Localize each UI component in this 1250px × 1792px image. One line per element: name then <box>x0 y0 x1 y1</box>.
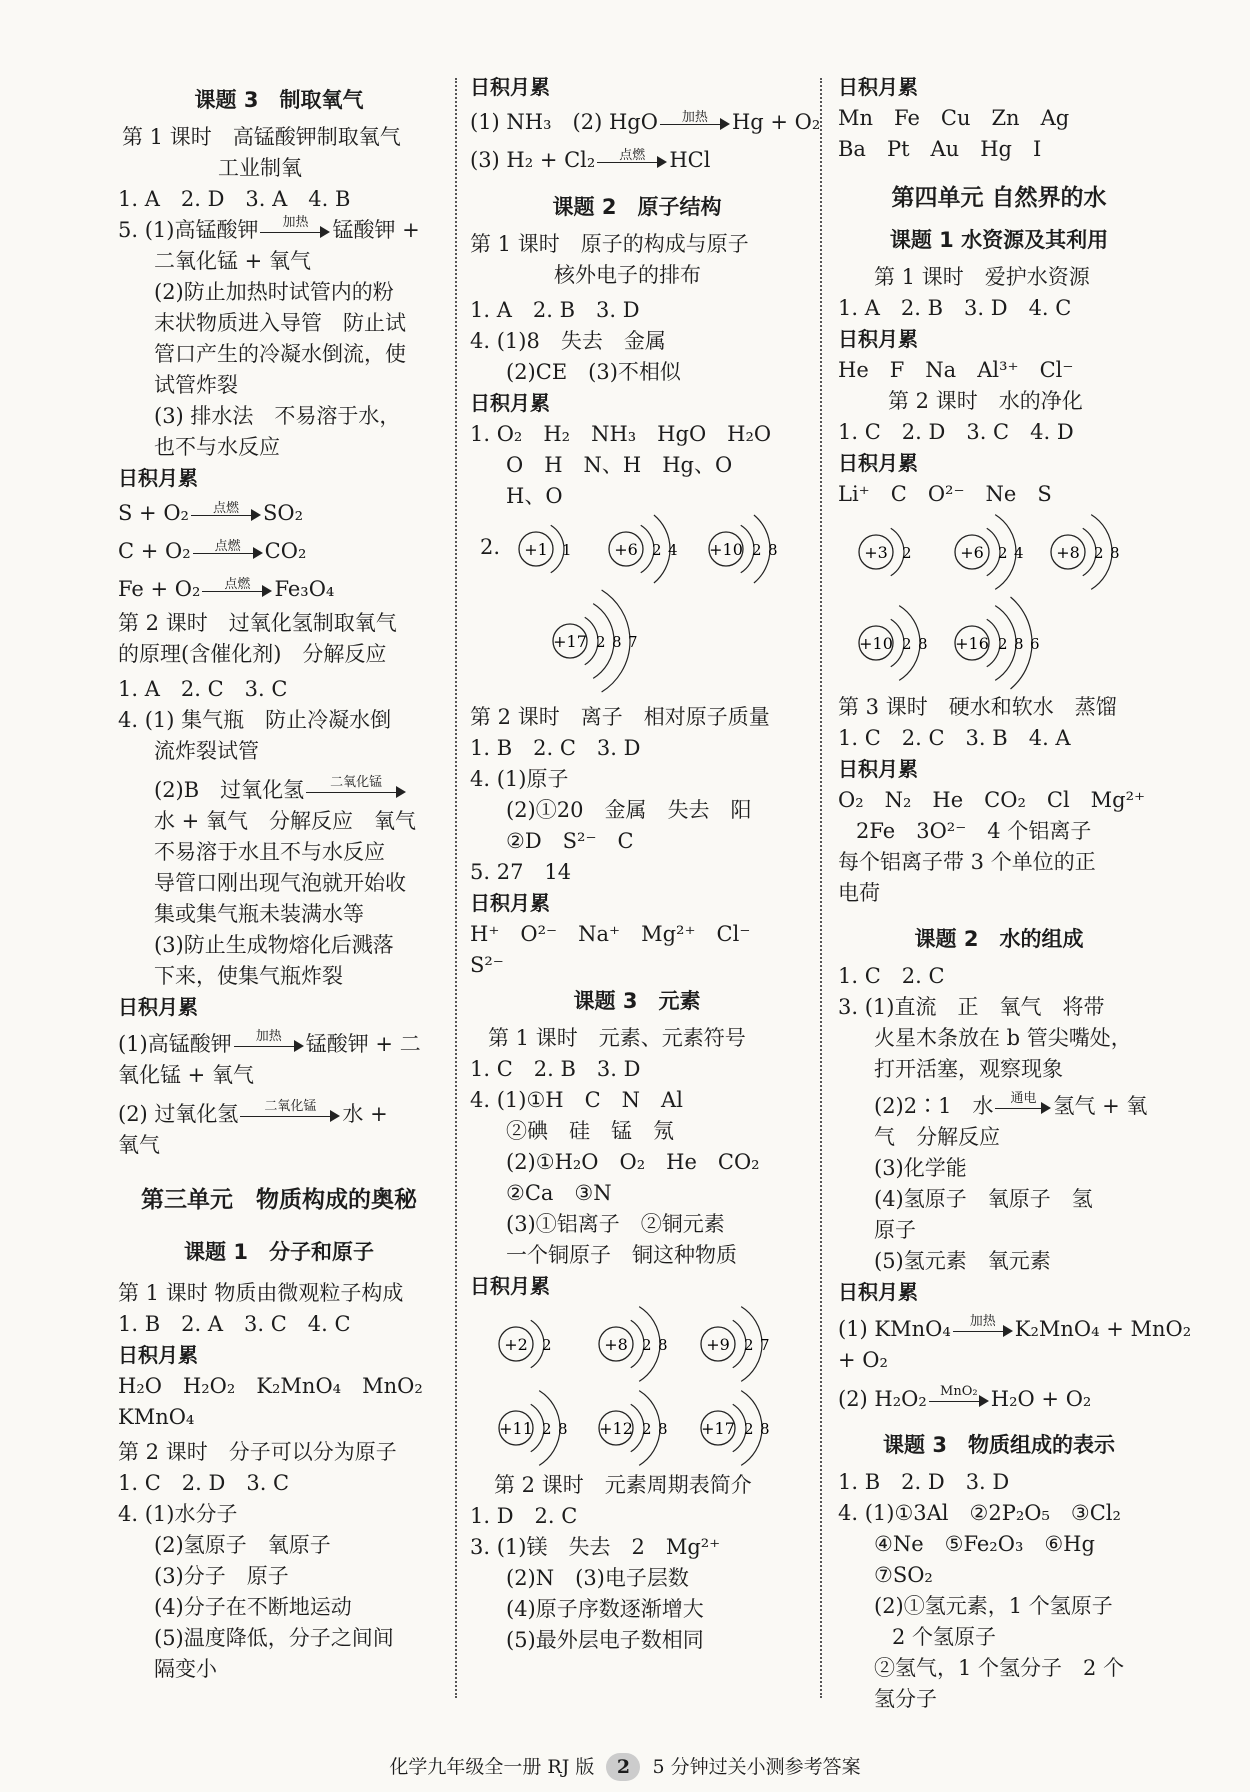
answer-line: ④Ne ⑤Fe₂O₃ ⑥Hg <box>874 1532 1095 1556</box>
answer-line: (3)①铝离子 ②铜元素 <box>506 1212 725 1236</box>
electron-count: 6 <box>1030 635 1040 653</box>
answer-line: (1)高锰酸钾 加热 锰酸钾 + 二 <box>118 1028 421 1056</box>
electron-count: 8 <box>658 1420 668 1438</box>
atom-diagram <box>599 1391 668 1466</box>
electron-count: 8 <box>918 635 928 653</box>
electron-count: 2 <box>744 1420 754 1438</box>
lesson-title: 第 2 课时 水的净化 <box>888 389 1083 413</box>
answer-line: 1. D 2. C <box>470 1504 578 1528</box>
section-label: 日积月累 <box>838 757 918 781</box>
answer-line: 1. C 2. C 3. B 4. A <box>838 726 1071 750</box>
column-3 <box>838 72 1192 1715</box>
footer-section: 5 分钟过关小测参考答案 <box>652 1756 861 1778</box>
answer-line: 4. (1)①H C N Al <box>470 1088 683 1112</box>
answer-line: 3. (1)镁 失去 2 Mg²⁺ <box>470 1535 721 1559</box>
answer-line: 4. (1)水分子 <box>118 1502 238 1526</box>
answer-line: 5. 27 14 <box>470 860 572 884</box>
lesson-title: 第 3 课时 硬水和软水 蒸馏 <box>838 695 1117 719</box>
page-footer <box>0 1752 1250 1781</box>
answer-line: + O₂ <box>838 1348 888 1372</box>
answer-line: (2)2∶1 水 通电 氢气 + 氧 <box>874 1090 1148 1118</box>
answer-line: 试管炸裂 <box>154 373 238 397</box>
answer-line: (1) NH₃ (2) HgO 加热 Hg + O₂ <box>470 109 821 134</box>
section-label: 日积月累 <box>838 327 918 351</box>
answer-line: 打开活塞，观察现象 <box>874 1057 1063 1081</box>
lesson-title: 第 1 课时 高锰酸钾制取氧气 <box>122 125 401 149</box>
atom-diagram <box>609 515 678 583</box>
page-number: 2 <box>606 1753 640 1781</box>
answer-line: 也不与水反应 <box>154 435 280 459</box>
answer-line: 氢分子 <box>874 1687 937 1711</box>
nuclear-charge: +17 <box>701 1419 735 1438</box>
electron-count: 8 <box>760 1420 770 1438</box>
nuclear-charge: +12 <box>599 1419 633 1438</box>
electron-count: 2 <box>752 541 762 559</box>
answer-line: 原子 <box>874 1218 916 1242</box>
reaction-arrow: 加热 <box>260 221 330 243</box>
answer-line: H、O <box>506 484 563 508</box>
answer-line: 不易溶于水且不与水反应 <box>154 840 385 864</box>
answer-line: 1. A 2. C 3. C <box>118 677 288 701</box>
answer-line: S²⁻ <box>470 953 504 977</box>
atom-diagram-row <box>470 512 804 586</box>
nuclear-charge: +9 <box>706 1335 730 1354</box>
answer-line: (2)N (3)电子层数 <box>506 1566 689 1590</box>
answer-line: 电荷 <box>838 881 880 905</box>
answer-line: (4)氢原子 氧原子 氢 <box>874 1187 1093 1211</box>
section-title: 课题 1 分子和原子 <box>184 1240 374 1264</box>
atom-diagram <box>1051 515 1120 590</box>
section-label: 日积月累 <box>118 466 198 490</box>
answer-line: 1. C 2. D 3. C <box>118 1471 290 1495</box>
answer-line: 氧化锰 + 氧气 <box>118 1063 254 1087</box>
electron-count: 2 <box>998 635 1008 653</box>
electron-count: 8 <box>1014 635 1024 653</box>
column-2 <box>470 72 821 1656</box>
answer-line: 1. C 2. B 3. D <box>470 1057 641 1081</box>
answer-line: (3)分子 原子 <box>154 1564 289 1588</box>
section-label: 日积月累 <box>470 891 550 915</box>
answer-line: 气 分解反应 <box>874 1125 1000 1149</box>
atom-row <box>470 512 804 586</box>
answer-line: O H N、H Hg、O <box>506 453 733 477</box>
electron-count: 2 <box>542 1336 552 1354</box>
question-number: 2. <box>480 535 501 559</box>
atom-diagram-row <box>470 1386 804 1470</box>
footer-book-title: 化学九年级全一册 RJ 版 <box>389 1756 595 1778</box>
atom-diagram <box>519 525 572 573</box>
section-label: 日积月累 <box>470 75 550 99</box>
section-title: 课题 3 物质组成的表示 <box>883 1433 1115 1457</box>
answer-line: Mn Fe Cu Zn Ag <box>838 106 1070 130</box>
electron-count: 2 <box>902 544 912 562</box>
lesson-title: 第 2 课时 过氧化氢制取氧气 <box>118 611 397 635</box>
answer-line: 3. (1)直流 正 氧气 将带 <box>838 995 1105 1019</box>
unit-title: 第四单元 自然界的水 <box>891 185 1107 211</box>
lesson-title: 第 1 课时 爱护水资源 <box>874 265 1090 289</box>
atom-diagram <box>499 1391 568 1466</box>
answer-line: H₂O H₂O₂ K₂MnO₄ MnO₂ <box>118 1374 423 1398</box>
unit-title: 第三单元 物质构成的奥秘 <box>141 1187 417 1213</box>
answer-line: (2)氢原子 氧原子 <box>154 1533 331 1557</box>
answer-line: 5. (1)高锰酸钾 加热 锰酸钾 + <box>118 214 420 242</box>
answer-line: 末状物质进入导管 防止试 <box>154 311 406 335</box>
answer-line: (5)氢元素 氧元素 <box>874 1249 1051 1273</box>
answer-line: 二氧化锰 + 氧气 <box>154 249 311 273</box>
section-label: 日积月累 <box>838 75 918 99</box>
electron-count: 2 <box>652 541 662 559</box>
answer-line: 1. A 2. D 3. A 4. B <box>118 187 351 211</box>
answer-line: 1. B 2. C 3. D <box>470 736 641 760</box>
atom-diagram <box>701 1307 770 1382</box>
section-label: 日积月累 <box>470 1274 550 1298</box>
answer-line: 1. A 2. B 3. D 4. C <box>838 296 1072 320</box>
answer-line: KMnO₄ <box>118 1405 195 1429</box>
atom-diagram <box>599 1307 668 1382</box>
answer-line: Ba Pt Au Hg I <box>838 137 1042 161</box>
answer-line: Li⁺ C O²⁻ Ne S <box>838 482 1052 506</box>
nuclear-charge: +2 <box>504 1335 528 1354</box>
electron-count: 8 <box>658 1336 668 1354</box>
answer-line: 1. B 2. D 3. D <box>838 1470 1010 1494</box>
atom-diagram <box>955 515 1024 590</box>
electron-count: 8 <box>1110 544 1120 562</box>
nuclear-charge: +11 <box>499 1419 533 1438</box>
answer-line: (2) 过氧化氢 二氧化锰 水 + <box>118 1098 388 1126</box>
nuclear-charge: +8 <box>1056 543 1080 562</box>
electron-count: 4 <box>668 541 678 559</box>
answer-line: 4. (1)①3Al ②2P₂O₅ ③Cl₂ <box>838 1501 1121 1525</box>
answer-line: (3) H₂ + Cl₂ 点燃 HCl <box>470 147 711 172</box>
electron-count: 7 <box>760 1336 770 1354</box>
section-label: 日积月累 <box>470 391 550 415</box>
section-label: 日积月累 <box>118 995 198 1019</box>
equation: Fe + O₂ 点燃 Fe₃O₄ <box>118 576 335 601</box>
answer-line: (3) 排水法 不易溶于水， <box>154 404 401 428</box>
atom-diagram <box>553 590 638 692</box>
electron-count: 2 <box>1094 544 1104 562</box>
electron-count: 2 <box>744 1336 754 1354</box>
answer-line: (5)最外层电子数相同 <box>506 1628 704 1652</box>
atom-diagram <box>709 515 778 583</box>
answer-line: 水 + 氧气 分解反应 氧气 <box>154 809 416 833</box>
answer-line: (2)B 过氧化氢 二氧化锰 <box>118 775 440 806</box>
nuclear-charge: +10 <box>859 634 893 653</box>
atom-diagram-row <box>838 510 1160 594</box>
electron-count: 7 <box>628 633 638 651</box>
lesson-title-line2: 的原理(含催化剂) 分解反应 <box>118 642 387 666</box>
answer-line: (2)防止加热时试管内的粉 <box>154 280 394 304</box>
answer-line: 导管口刚出现气泡就开始收 <box>154 871 406 895</box>
answer-line: O₂ N₂ He CO₂ Cl Mg²⁺ <box>838 788 1146 812</box>
atom-diagram <box>701 1391 770 1466</box>
nuclear-charge: +17 <box>553 632 587 651</box>
answer-line: H⁺ O²⁻ Na⁺ Mg²⁺ Cl⁻ <box>470 922 751 946</box>
atom-diagram <box>859 528 912 576</box>
nuclear-charge: +16 <box>955 634 989 653</box>
answer-line: 氧气 <box>118 1133 160 1157</box>
answer-line: ⑦SO₂ <box>874 1563 933 1587</box>
answer-line: ②D S²⁻ C <box>506 829 634 853</box>
answer-line: 一个铜原子 铜这种物质 <box>506 1243 737 1267</box>
electron-count: 8 <box>768 541 778 559</box>
section-title: 课题 2 水的组成 <box>914 927 1084 951</box>
answer-line: (2)①H₂O O₂ He CO₂ <box>506 1150 760 1174</box>
lesson-title: 第 1 课时 元素、元素符号 <box>488 1026 746 1050</box>
atom-diagram <box>859 606 928 681</box>
answer-line: 1. O₂ H₂ NH₃ HgO H₂O <box>470 422 772 446</box>
nuclear-charge: +3 <box>864 543 888 562</box>
electron-count: 2 <box>596 633 606 651</box>
section-label: 日积月累 <box>838 1280 918 1304</box>
electron-count: 4 <box>1014 544 1024 562</box>
section-title: 课题 3 制取氧气 <box>194 88 364 112</box>
atom-diagram <box>955 597 1040 689</box>
electron-count: 2 <box>902 635 912 653</box>
answer-line: 流炸裂试管 <box>154 739 259 763</box>
answer-line: 每个铝离子带 3 个单位的正 <box>838 850 1096 874</box>
electron-count: 1 <box>562 541 572 559</box>
answer-line: 1. C 2. D 3. C 4. D <box>838 420 1074 444</box>
answer-line: ②氢气，1 个氢分子 2 个 <box>874 1656 1125 1680</box>
answer-line: (3)防止生成物熔化后溅落 <box>154 933 394 957</box>
column-divider-1 <box>455 78 457 1698</box>
answer-line: 2 个氢原子 <box>892 1625 997 1649</box>
answer-line: 下来，使集气瓶炸裂 <box>154 964 343 988</box>
atom-diagram-row <box>838 594 1160 692</box>
nuclear-charge: +6 <box>614 540 638 559</box>
electron-count: 8 <box>558 1420 568 1438</box>
lesson-title: 第 2 课时 分子可以分为原子 <box>118 1440 397 1464</box>
lesson-title-line2: 核外电子的排布 <box>554 263 701 287</box>
section-label: 日积月累 <box>838 451 918 475</box>
answer-line: ②碘 硅 锰 氖 <box>506 1119 674 1143</box>
equation: S + O₂ 点燃 SO₂ <box>118 500 303 525</box>
atom-diagram-row <box>470 586 804 696</box>
section-title: 课题 2 原子结构 <box>552 195 722 219</box>
answer-line: 4. (1)8 失去 金属 <box>470 329 666 353</box>
nuclear-charge: +8 <box>604 1335 628 1354</box>
section-label: 日积月累 <box>118 1343 198 1367</box>
answer-line: 集或集气瓶未装满水等 <box>154 902 364 926</box>
nuclear-charge: +1 <box>524 540 548 559</box>
column-1 <box>118 72 440 1685</box>
answer-line: 4. (1)原子 <box>470 767 569 791</box>
electron-count: 2 <box>642 1336 652 1354</box>
electron-count: 8 <box>612 633 622 651</box>
section-title: 课题 1 水资源及其利用 <box>889 228 1109 252</box>
atom-diagram-row <box>470 1302 804 1386</box>
answer-line: (4)分子在不断地运动 <box>154 1595 352 1619</box>
nuclear-charge: +6 <box>960 543 984 562</box>
answer-line: 隔变小 <box>154 1657 217 1681</box>
answer-line: (5)温度降低，分子之间间 <box>154 1626 394 1650</box>
answer-line: (3)化学能 <box>874 1156 967 1180</box>
column-divider-2 <box>820 78 822 1698</box>
lesson-title: 第 2 课时 离子 相对原子质量 <box>470 705 770 729</box>
answer-line: 管口产生的冷凝水倒流，使 <box>154 342 406 366</box>
section-title: 课题 3 元素 <box>573 989 701 1013</box>
atom-diagram <box>499 1320 552 1368</box>
answer-line: He F Na Al³⁺ Cl⁻ <box>838 358 1074 382</box>
equation: C + O₂ 点燃 CO₂ <box>118 538 307 563</box>
answer-line: 1. C 2. C <box>838 964 945 988</box>
answer-line: 1. A 2. B 3. D <box>470 298 640 322</box>
electron-count: 2 <box>998 544 1008 562</box>
answer-line: (2)①20 金属 失去 阳 <box>506 798 752 822</box>
answer-line: (2)CE (3)不相似 <box>506 360 681 384</box>
answer-line: 火星木条放在 b 管尖嘴处， <box>874 1026 1132 1050</box>
lesson-title: 第 2 课时 元素周期表简介 <box>494 1473 752 1497</box>
answer-line: (2) H₂O₂ MnO₂ H₂O + O₂ <box>838 1383 1092 1411</box>
lesson-title-line2: 工业制氧 <box>218 156 302 180</box>
answer-line: 2Fe 3O²⁻ 4 个铝离子 <box>856 819 1092 843</box>
answer-line: ②Ca ③N <box>506 1181 612 1205</box>
answer-line: (4)原子序数逐渐增大 <box>506 1597 704 1621</box>
answer-line: 4. (1) 集气瓶 防止冷凝水倒 <box>118 708 392 732</box>
lesson-title: 第 1 课时 物质由微观粒子构成 <box>118 1281 404 1305</box>
answer-line: (1) KMnO₄ 加热 K₂MnO₄ + MnO₂ <box>838 1313 1192 1341</box>
electron-count: 2 <box>642 1420 652 1438</box>
answer-line: (2)①氢元素，1 个氢原子 <box>874 1594 1113 1618</box>
electron-count: 2 <box>542 1420 552 1438</box>
lesson-title: 第 1 课时 原子的构成与原子 <box>470 232 749 256</box>
answer-line: 1. B 2. A 3. C 4. C <box>118 1312 351 1336</box>
nuclear-charge: +10 <box>709 540 743 559</box>
